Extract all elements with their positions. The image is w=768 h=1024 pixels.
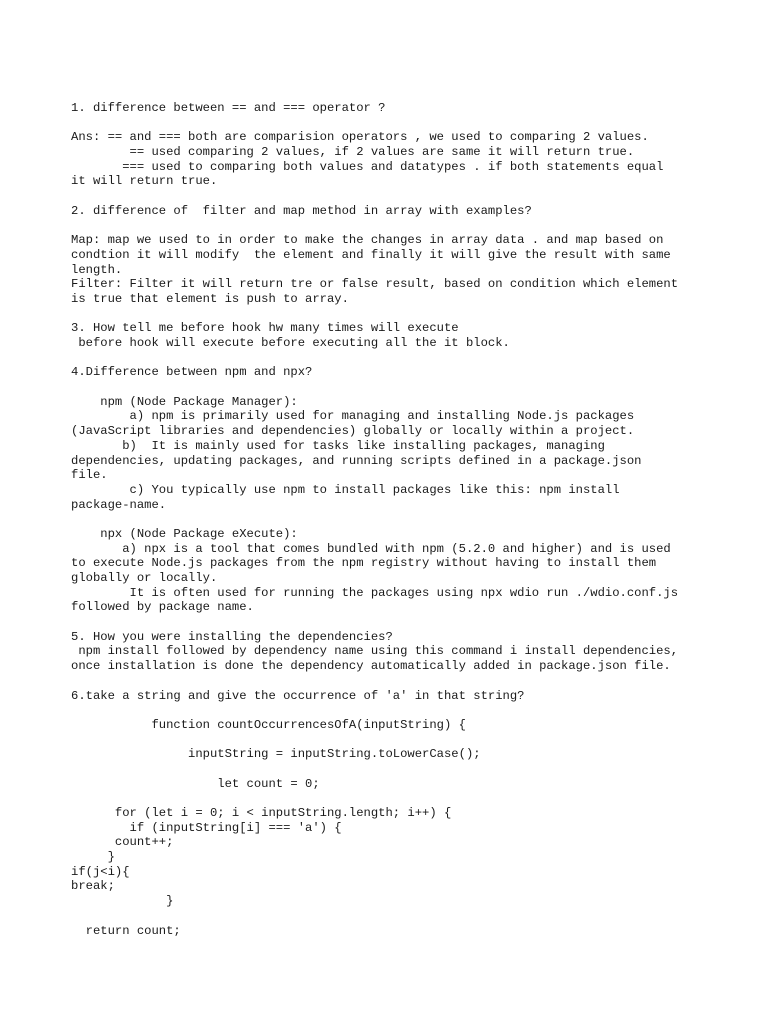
text-line: function countOccurrencesOfA(inputString) { bbox=[71, 717, 466, 732]
text-line: break; bbox=[71, 879, 115, 894]
blank-line bbox=[71, 615, 731, 630]
text-line: (JavaScript libraries and dependencies) globally or locally within a project. bbox=[71, 424, 635, 439]
text-line: It is often used for running the packages using npx wdio run ./wdio.conf.js bbox=[71, 585, 679, 600]
text-line: length. bbox=[71, 262, 123, 277]
blank-line bbox=[71, 116, 731, 131]
text-line: it will return true. bbox=[71, 174, 218, 189]
blank-line bbox=[71, 380, 731, 395]
text-line: for (let i = 0; i < inputString.length; i++) { bbox=[71, 806, 452, 820]
text-line: npm (Node Package Manager): bbox=[71, 394, 298, 409]
document-page bbox=[71, 101, 731, 938]
text-line: Map: map we used to in order to make the changes in array data . and map based on bbox=[71, 233, 664, 248]
text-line: inputString = inputString.toLowerCase(); bbox=[71, 747, 481, 762]
text-line: 2. difference of filter and map method in array with examples? bbox=[71, 203, 532, 218]
text-line: npx (Node Package eXecute): bbox=[71, 526, 298, 541]
text-line: count++; bbox=[71, 835, 174, 850]
blank-line bbox=[71, 189, 731, 204]
text-line: package-name. bbox=[71, 497, 167, 512]
text-line: 4.Difference between npm and npx? bbox=[71, 365, 313, 380]
text-line: dependencies, updating packages, and running scripts defined in a package.json bbox=[71, 453, 642, 468]
text-line: npm install followed by dependency name using this command i install dependencies, bbox=[71, 644, 679, 659]
text-line: 5. How you were installing the dependencies? bbox=[71, 629, 393, 644]
text-line: file. bbox=[71, 468, 108, 483]
text-line: to execute Node.js packages from the npm registry without having to install them bbox=[71, 556, 657, 571]
blank-line bbox=[71, 351, 731, 366]
blank-line bbox=[71, 703, 731, 718]
blank-line bbox=[71, 512, 731, 527]
text-line: followed by package name. bbox=[71, 600, 254, 615]
blank-line bbox=[71, 307, 731, 322]
text-line: 6.take a string and give the occurrence of 'a' in that string? bbox=[71, 688, 525, 703]
text-line: } bbox=[71, 850, 115, 865]
blank-line bbox=[71, 219, 731, 234]
text-line: if (inputString[i] === 'a') { bbox=[71, 820, 342, 835]
text-line: Ans: == and === both are comparision operators , we used to comparing 2 values. bbox=[71, 130, 649, 145]
text-line: === used to comparing both values and datatypes . if both statements equal bbox=[71, 159, 664, 174]
text-line: a) npx is a tool that comes bundled with npm (5.2.0 and higher) and is used bbox=[71, 541, 671, 556]
blank-line bbox=[71, 674, 731, 689]
blank-line bbox=[71, 791, 731, 806]
text-line: globally or locally. bbox=[71, 571, 218, 585]
text-line: } bbox=[71, 894, 174, 909]
text-line: 3. How tell me before hook hw many times will execute bbox=[71, 321, 459, 336]
text-line: b) It is mainly used for tasks like installing packages, managing bbox=[71, 438, 605, 453]
text-line: once installation is done the dependency automatically added in package.json file. bbox=[71, 659, 671, 674]
text-line: return count; bbox=[71, 923, 181, 938]
blank-line bbox=[71, 733, 731, 748]
text-line: a) npm is primarily used for managing and installing Node.js packages bbox=[71, 409, 635, 424]
text-line: before hook will execute before executing all the it block. bbox=[71, 336, 510, 350]
text-line: == used comparing 2 values, if 2 values are same it will return true. bbox=[71, 145, 635, 160]
text-line: let count = 0; bbox=[71, 776, 320, 791]
text-line: condtion it will modify the element and finally it will give the result with same bbox=[71, 247, 671, 262]
text-line: if(j<i){ bbox=[71, 864, 130, 879]
text-line: 1. difference between == and === operator ? bbox=[71, 101, 386, 115]
text-line: is true that element is push to array. bbox=[71, 291, 349, 306]
blank-line bbox=[71, 762, 731, 777]
text-line: c) You typically use npm to install packages like this: npm install bbox=[71, 482, 620, 497]
text-line: Filter: Filter it will return tre or false result, based on condition which element bbox=[71, 277, 679, 292]
blank-line bbox=[71, 909, 731, 924]
